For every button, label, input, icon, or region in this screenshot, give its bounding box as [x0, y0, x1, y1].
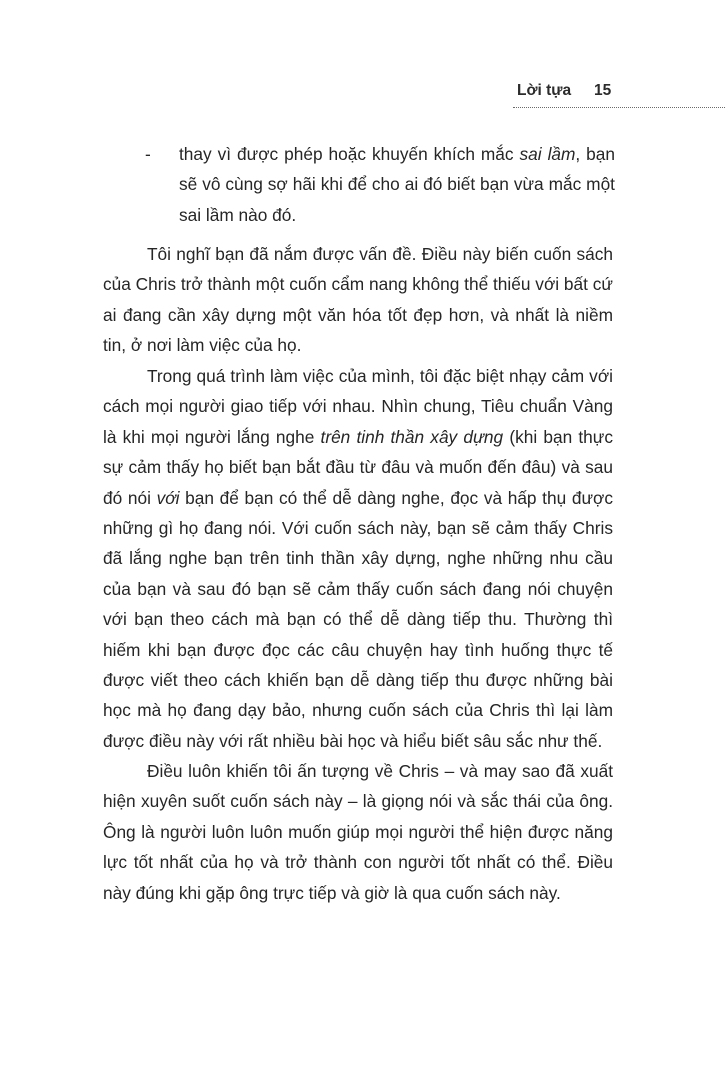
header-dotted-rule [513, 107, 725, 108]
paragraph-2-italic: trên tinh thần xây dựng [320, 426, 504, 447]
page-number: 15 [594, 82, 612, 99]
paragraph-2-part: Trong quá trình làm việc của mình, tôi đặc biệt nhạy cảm với cách mọi người giao tiếp với nhau. Nhìn chung, Tiêu chuẩn Vàng là khi mọi người lắng nghe [103, 366, 613, 447]
paragraph-2-part: (khi bạn thực sự cảm thấy họ biết bạn bắt đầu từ đâu và muốn đến đâu) và sau đó nói [103, 426, 613, 508]
paragraph-2-italic: với [156, 487, 180, 508]
bullet-text-part: , bạn sẽ vô cùng sợ hãi khi để cho ai đó biết bạn vừa mắc một sai lầm nào đó. [179, 144, 616, 225]
bullet-italic-term: sai lầm [519, 144, 576, 164]
bullet-text-part: thay vì được phép hoặc khuyến khích mắc [179, 144, 520, 164]
bullet-dash: - [145, 144, 151, 164]
paragraph-1: Tôi nghĩ bạn đã nắm được vấn đề. Điều này biến cuốn sách của Chris trở thành một cuốn cẩm nang không thể thiếu với bất cứ ai đang cần xây dựng một văn hóa tốt đẹp hơn, và nhất là niềm tin, ở nơi làm việc của họ. [103, 244, 613, 356]
chapter-title: Lời tựa [517, 82, 572, 99]
paragraph-2 [103, 361, 613, 756]
bullet-text [179, 139, 615, 230]
paragraph-2-part: bạn để bạn có thể dễ dàng nghe, đọc và hấp thụ được những gì họ đang nói. Với cuốn sách này, bạn sẽ cảm thấy Chris đã lắng nghe bạn trên tinh thần xây dựng, nghe những nhu cầu của bạn và sau đó bạn sẽ cảm thấy cuốn sách đang nói chuyện với bạn theo cách mà bạn có thể dễ dàng tiếp thu. Thường thì hiếm khi bạn được đọc các câu chuyện hay tình huống thực tế được viết theo cách khiến bạn dễ dàng tiếp thu được những bài học mà họ đang dạy bảo, nhưng cuốn sách của Chris thì lại làm được điều này với rất nhiều bài học và hiểu biết sâu sắc như thế. [103, 487, 613, 751]
paragraph-3: Điều luôn khiến tôi ấn tượng về Chris – và may sao đã xuất hiện xuyên suốt cuốn sách này – là giọng nói và sắc thái của ông. Ông là người luôn luôn muốn giúp mọi người thể hiện được năng lực tốt nhất của họ và trở thành con người tốt nhất có thể. Điều này đúng khi gặp ông trực tiếp và giờ là qua cuốn sách này. [103, 761, 613, 903]
